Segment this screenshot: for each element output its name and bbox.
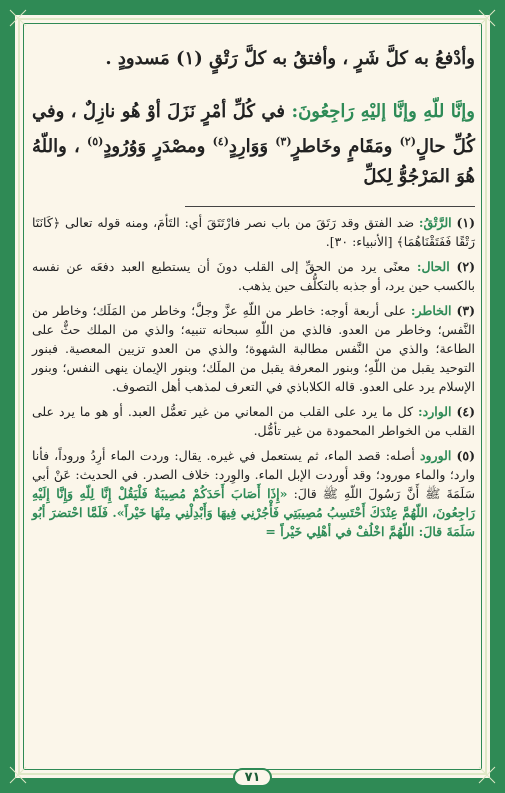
footnote-ref-4[interactable]: (٤)	[212, 135, 229, 148]
footnote-5: (٥) الورود أصله: قصد الماء، ثم يستعمل في غيره. يقال: وردت الماء أرِدُ وروداً، فأنا وارد؛ والماء مورود؛ وقد أوردت الإبل الماء. والوِرد: خلاف الصدر. في الحديث: عَنْ أبي سَلَمَةَ ﷺ أَنَّ رَسُولَ اللّهِ ﷺ قالَ: «إِذَا أَصَابَ أَحَدَكُمْ مُصِيبَةٌ فَلْيَقُلْ إِنَّا لِلّهِ وَإِنَّا إِلَيْهِ رَاجِعُونَ، اللّهُمَّ عِنْدَكَ أَحْتَسِبُ مُصِيبَتِي فَأْجُرْنِي فِيهَا وَأَبْدِلْنِي مِنْهَا خَيْراً». فَلَمَّا احْتضرَ أبُو سَلَمَةَ قالَ: اللّهُمَّ اخْلُفْ في أهْلِي خَيْراً =	[32, 448, 475, 539]
page-content	[32, 40, 475, 753]
hadith-text: «إِذَا أَصَابَ أَحَدَكُمْ مُصِيبَةٌ فَلْيَقُلْ إِنَّا لِلّهِ وَإِنَّا إِلَيْهِ رَاجِعُونَ، اللّهُمَّ عِنْدَكَ أَحْتَسِبُ مُصِيبَتِي فَأْجُرْنِي فِيهَا وَأَبْدِلْنِي مِنْهَا خَيْراً». فَلَمَّا احْتضرَ أبُو سَلَمَةَ قالَ: اللّهُمَّ اخْلُفْ في أهْلِي خَيْراً =	[32, 486, 475, 539]
footnote-term: الورود	[419, 448, 452, 463]
footnote-ref-5[interactable]: (٥)	[86, 135, 104, 148]
footnote-term: الخاطر:	[410, 303, 452, 318]
footnote-ref-2[interactable]: (٢)	[399, 135, 416, 148]
footnote-4: (٤) الوارد: كل ما يرد على القلب من المعاني من غير تعمُّل العبد. أو هو ما يرد على القلب من الخواطر المحمودة من غير تأمُّل.	[32, 404, 475, 438]
main-text-1: في كُلِّ أمْرٍ نَزَلَ أوْ هُو نازِلٌ ، وفي كُلِّ حالٍ	[32, 101, 475, 157]
footnote-term: الحال:	[416, 259, 450, 274]
footnote-3: (٣) الخاطر: على أربعة أوجه: خاطر من اللّهِ عزَّ وجلَّ؛ وخاطر من المَلَك؛ وخاطر من النَّفس؛ وخاطر من العدو. فالذي من اللّهِ سبحانه تنبيه؛ والذي من الملك حثٌّ على الطاعة؛ والذي من النَّفس مطالبة الشهوة؛ والذي من العدو تزيين المعصية. فبنور التوحيد يقبل من اللّهِ؛ وبنور المعرفة يقبل من الملَك؛ وبنور الإيمان ينهى النفس؛ وبنور الإسلام يرد على العدو. قاله الكلاباذي في التعرف لمذهب أهل التصوف.	[32, 303, 475, 394]
main-text-4: ومصْدَرٍ وَوُرُودٍ	[103, 136, 213, 157]
main-text-3: وَوَارِدٍ	[228, 136, 276, 157]
main-text-5: ، واللّهُ هُوَ المَرْجُوُّ لِكلِّ	[32, 136, 475, 187]
footnote-1: (١) الرَّتْقُ: ضد الفتق وقد رَتَقَ من باب نصر فارْتَتَقَ أي: التَأمَ، ومنه قوله تعالى ﴿كَانَتَا رَتْقًا فَفَتَقْنَاهُمَا﴾ [الأنبياء: ٣٠].	[32, 215, 475, 249]
footnote-ref-3[interactable]: (٣)	[275, 135, 292, 148]
footnotes	[32, 213, 475, 541]
page-number-container	[0, 766, 505, 787]
page-number: ٧١	[233, 768, 273, 787]
main-paragraph	[32, 97, 475, 192]
footnote-term: الرَّتْقُ:	[418, 215, 452, 230]
quran-phrase: وإنَّا للّهِ وإنَّا إليْهِ رَاجِعُونَ:	[291, 101, 475, 122]
footnote-term: الوارد:	[418, 404, 452, 419]
footnote-divider	[185, 206, 475, 207]
footnote-2: (٢) الحال: معنًى يرد من الحقِّ إلى القلب دونَ أن يستطيع العبد دفعَه عن نفسه بالكسب حين يرد، أو جذبه بالتكلُّف حين يذهب.	[32, 259, 475, 293]
main-text-2: ومَقَامٍ وخَاطرٍ	[291, 136, 400, 157]
top-text-line: وأدْفعُ به كلَّ شَرٍ ، وأفتقُ به كلَّ رَتْقٍ (١) مَسدودٍ .	[105, 48, 475, 69]
